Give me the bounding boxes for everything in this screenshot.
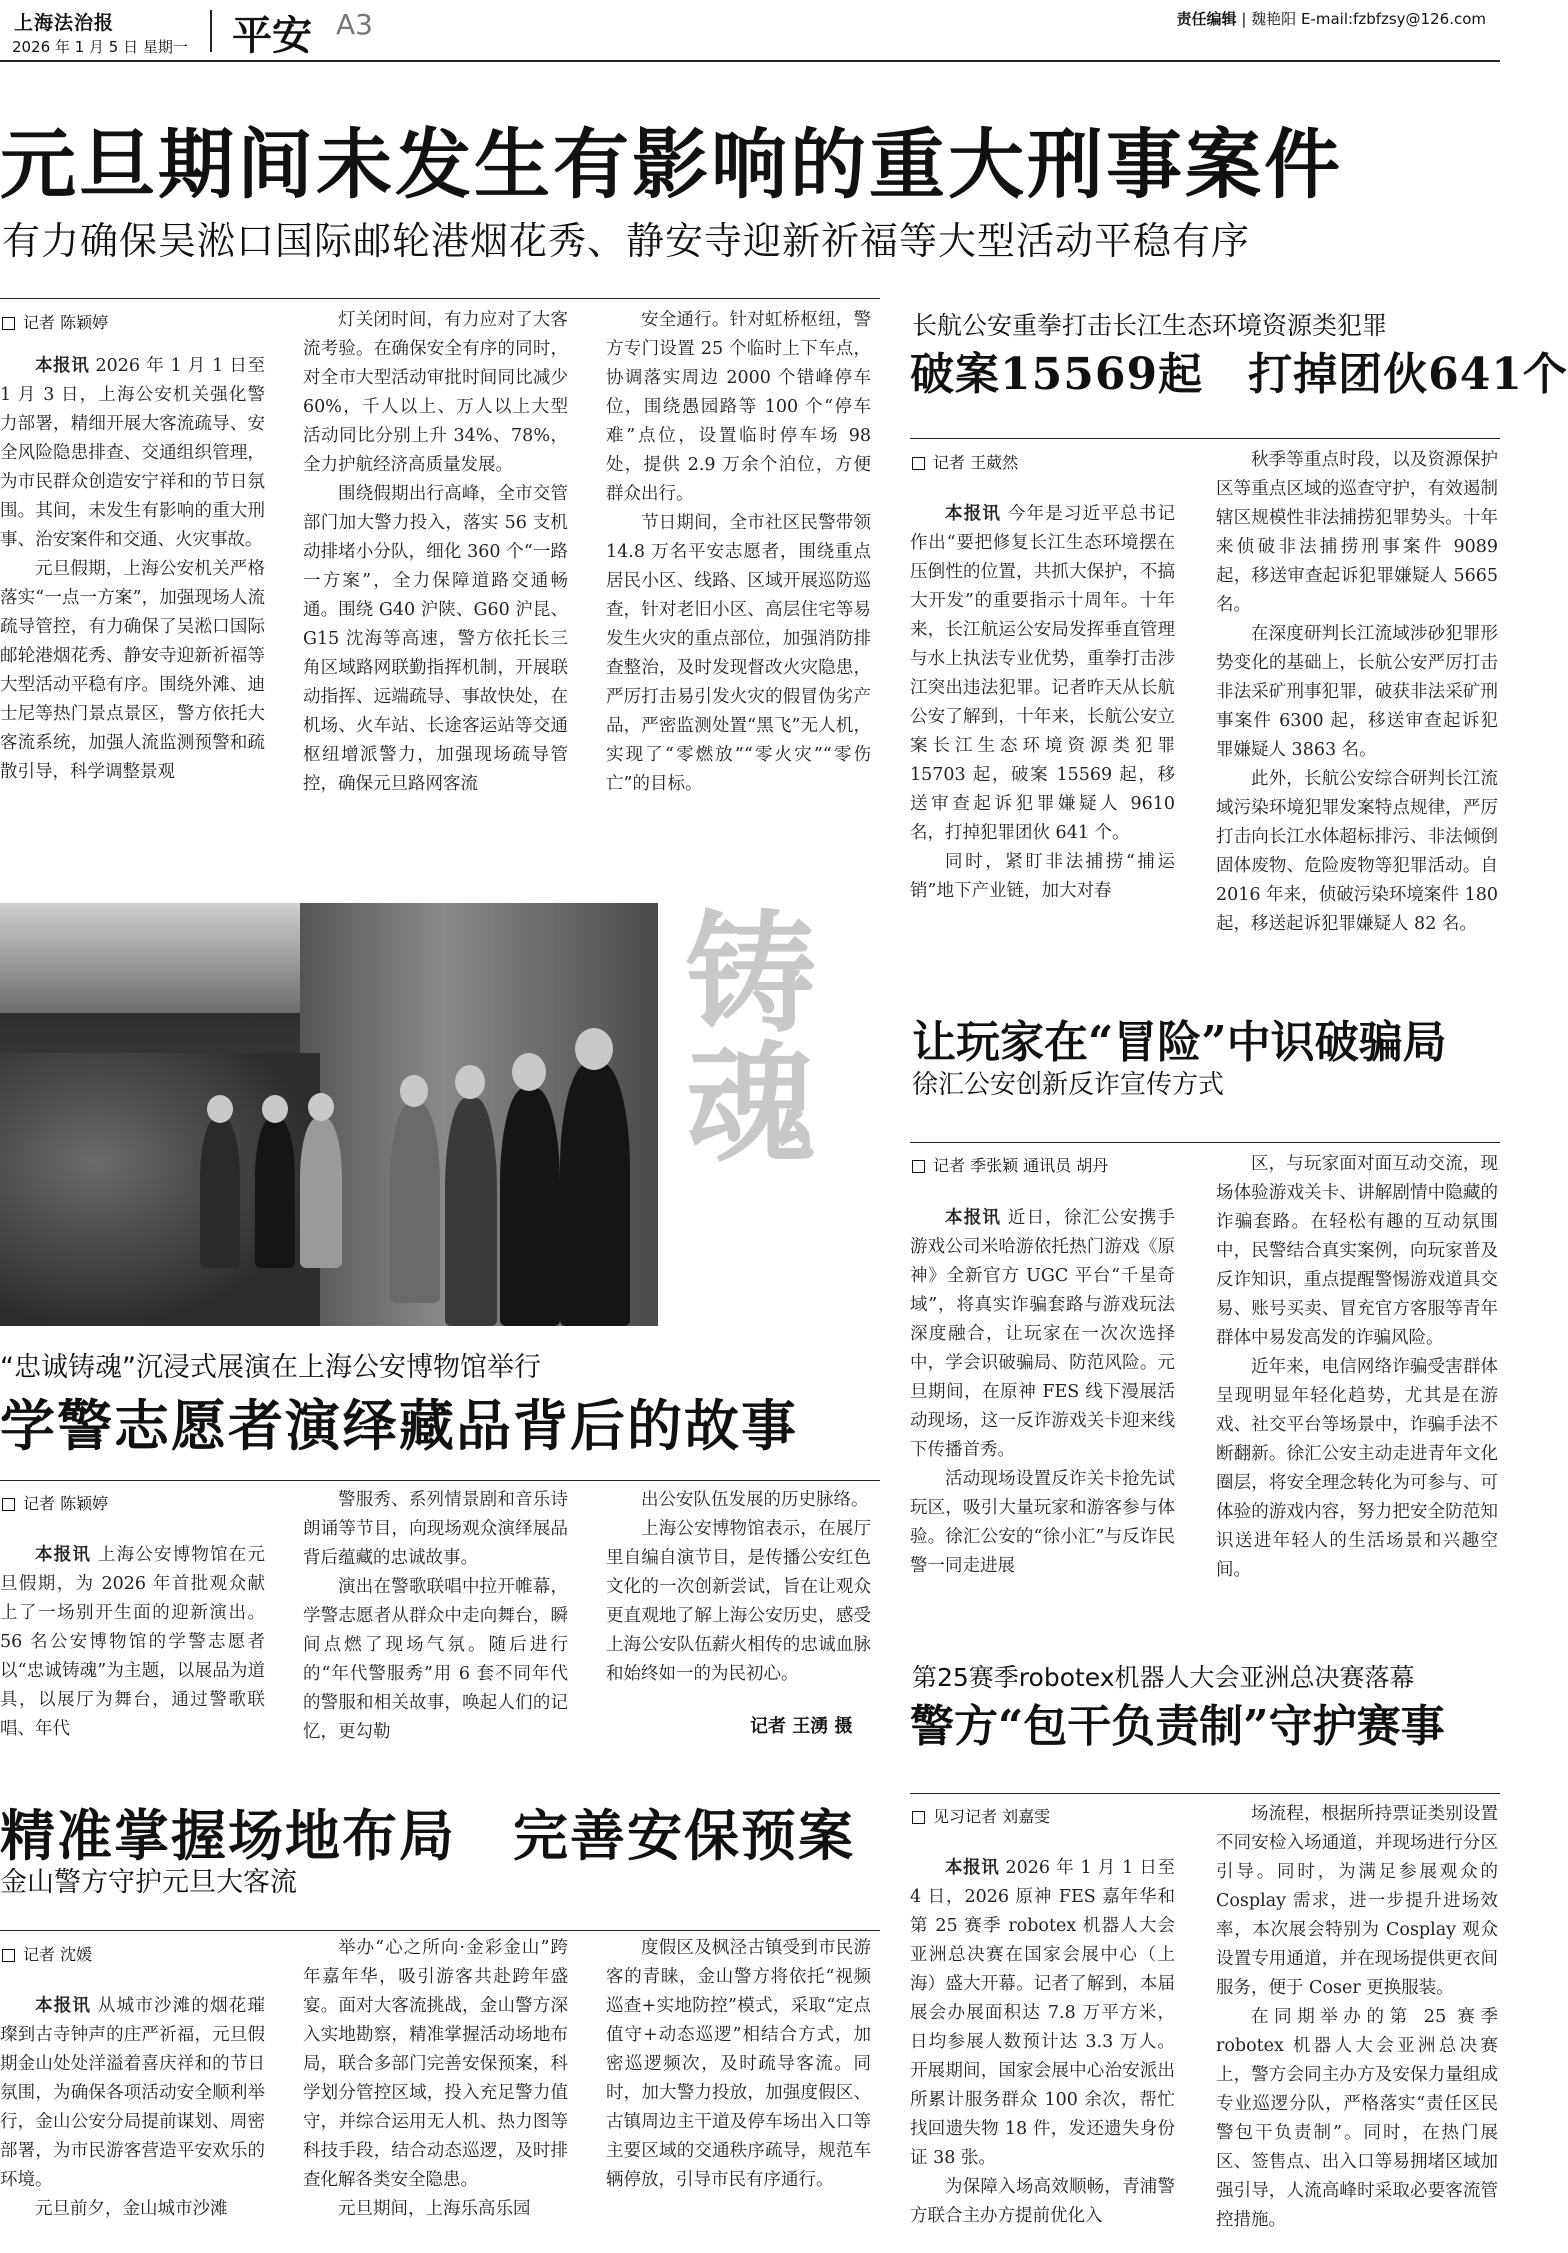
museum-headline: 学警志愿者演绎藏品背后的故事: [0, 1393, 799, 1458]
robotex-column-2: 场流程，根据所持票证类别设置不同安检入场通道，并现场进行分区引导。同时，为满足参展观众的 Cosplay 需求，进一步提升进场效率，本次展会特别为 Cosplay 观众设置专用通道，并在现场提供更衣间服务，便于 Coser 更换服装。 在同期举办的第 25 赛季 robotex 机器人大会亚洲总决赛上，警方会同主办方及安保力量组成专业巡逻分队，严格落实“责任区民警包干负责制”。同时，在热门展区、签售点、出入口等易拥堵区域加强引导，人流高峰时采取必要客流管控措施。: [1216, 1804, 1498, 2230]
yangtze-headline: 破案15569起 打掉团伙641个: [910, 349, 1568, 400]
museum-column-1: 本报讯 上海公安博物馆在元旦假期，为 2026 年首批观众献上了一场别开生面的迎新演出。56 名公安博物馆的学警志愿者以“忠诚铸魂”为主题，以展品为道具，以展厅为舞台，通过警歌联唱、年代: [0, 1545, 265, 1739]
robotex-column-1: 本报讯 2026 年 1 月 1 日至 4 日，2026 原神 FES 嘉年华和第 25 赛季 robotex 机器人大会亚洲总决赛在国家会展中心（上海）盛大开幕。记者了解到，本届展会办展面积达 7.8 万平方米，日均参展人数预计达 3.3 万人。开展期间，国家会展中心治安派出所累计服务群众 100 余次，帮忙找回遗失物 18 件，发还遗失身份证 38 张。 为保障入场高效顺畅，青浦警方联合主办方提前优化入: [910, 1858, 1175, 2226]
lead-column-3: 安全通行。针对虹桥枢纽，警方专门设置 25 个临时上下车点，协调落实周边 2000 个错峰停车位，围绕愚园路等 100 个“停车难”点位，设置临时停车场 98 处，提供 2.9 万余个泊位，方便群众出行。 节日期间，全市社区民警带领 14.8 万名平安志愿者，围绕重点居民小区、线路、区域开展巡防巡查，针对老旧小区、高层住宅等易发生火灾的重点部位，加强消防排查整治，及时发现督改火灾隐患，严厉打击易引发火灾的假冒伪劣产品，严密监测处置“黑飞”无人机，实现了“零燃放”“零火灾”“零伤亡”的目标。: [606, 310, 871, 794]
jinshan-column-1: 本报讯 从城市沙滩的烟花璀璨到古寺钟声的庄严祈福，元旦假期金山处处洋溢着喜庆祥和的节日氛围，为确保各项活动安全顺利举行，金山公安分局提前谋划、周密部署，为市民游客营造平安欢乐的环境。 元旦前夕，金山城市沙滩: [0, 1996, 265, 2219]
lead-column-2: 灯关闭时间，有力应对了大客流考验。在确保安全有序的同时，对全市大型活动审批时间同比减少 60%，千人以上、万人以上大型活动同比分别上升 34%、78%，全力护航经济高质量发展。 围绕假期出行高峰，全市交管部门加大警力投入，落实 56 支机动排堵小分队，细化 360 个“一路一方案”，全力保障道路交通畅通。围绕 G40 沪陕、G60 沪昆、G15 沈海等高速，警方依托长三角区域路网联勤指挥机制，开展联动指挥、远端疏导、事故快处，在机场、火车站、长途客运站等交通枢纽增派警力，加强现场疏导管控，确保元旦路网客流: [303, 310, 568, 794]
yangtze-column-1: 本报讯 今年是习近平总书记作出“要把修复长江生态环境摆在压倒性的位置，共抓大保护，不搞大开发”的重要指示十周年。十年来，长江航运公安局发挥垂直管理与水上执法专业优势，重拳打击涉江突出违法犯罪。记者昨天从长航公安了解到，十年来，长航公安立案长江生态环境资源类犯罪 15703 起，破案 15569 起，移送审查起诉犯罪嫌疑人 9610 名，打掉犯罪团伙 641 个。 同时，紧盯非法捕捞“捕运销”地下产业链，加大对春: [910, 504, 1175, 901]
lead-column-1: 本报讯 2026 年 1 月 1 日至 1 月 3 日，上海公安机关强化警力部署，精细开展大客流疏导、安全风险隐患排查、交通组织管理，为市民群众创造安宁祥和的节日氛围。其间，未发生有影响的重大刑事、治安案件和交通、火灾事故。 元旦假期，上海公安机关严格落实“一点一方案”，加强现场人流疏导管控，有力确保了吴淞口国际邮轮港烟花秀、静安寺迎新祈福等大型活动平稳有序。围绕外滩、迪士尼等热门景点景区，警方依托大客流系统，加强人流监测预警和疏散引导，科学调整景观: [0, 356, 265, 782]
lead-headline: 元旦期间未发生有影响的重大刑事案件: [0, 120, 1343, 209]
page-number: A3: [336, 8, 373, 41]
yangtze-kicker: 长航公安重拳打击长江生态环境资源类犯罪: [912, 311, 1388, 340]
section-name: 平安: [232, 12, 312, 59]
jinshan-byline: 记者 沈媛: [2, 1942, 92, 1965]
game-column-2: 区，与玩家面对面互动交流，现场体验游戏关卡、讲解剧情中隐藏的诈骗套路。在轻松有趣的互动氛围中，民警结合真实案例，向玩家普及反诈知识，重点提醒警惕游戏道具交易、账号买卖、冒充官方客服等青年群体中易发高发的诈骗风险。 近年来，电信网络诈骗受害群体呈现明显年轻化趋势，尤其是在游戏、社交平台等场景中，诈骗手法不断翻新。徐汇公安主动走进青年文化圈层，将安全理念转化为可参与、可体验的游戏内容，努力把安全防范知识送进年轻人的生活场景和兴趣空间。: [1216, 1154, 1498, 1580]
photo-credit: 记者 王湧 摄: [750, 1716, 853, 1737]
museum-performance-photo: [0, 903, 658, 1326]
yangtze-byline: 记者 王葳然: [912, 450, 1018, 473]
yangtze-rule: [910, 438, 1500, 439]
game-byline: 记者 季张颖 通讯员 胡丹: [912, 1153, 1108, 1176]
editor-label: 责任编辑: [1176, 10, 1237, 28]
game-headline: 让玩家在“冒险”中识破骗局: [912, 1017, 1447, 1068]
editor-email: E-mail:fzbfzsy@126.com: [1300, 10, 1486, 28]
editor-credit: 责任编辑 | 魏艳阳 E-mail:fzbfzsy@126.com: [1176, 10, 1486, 28]
museum-rule: [0, 1480, 880, 1481]
issue-date: 2026 年 1 月 5 日 星期一: [12, 38, 188, 56]
museum-byline: 记者 陈颖婷: [2, 1491, 108, 1514]
jinshan-column-3: 度假区及枫泾古镇受到市民游客的青睐，金山警方将依托“视频巡查+实地防控”模式，采取“定点值守+动态巡逻”相结合方式，加密巡逻频次，及时疏导客流。同时，加大警力投放，加强度假区、古镇周边主干道及停车场出入口等主要区域的交通秩序疏导，规范车辆停放，引导市民有序通行。: [606, 1938, 871, 2190]
masthead-divider: [210, 10, 212, 52]
robotex-byline: 见习记者 刘嘉雯: [912, 1804, 1050, 1827]
calligraphy-zhuhun: 铸魂: [664, 905, 817, 1165]
jinshan-rule: [0, 1930, 880, 1931]
museum-column-3: 出公安队伍发展的历史脉络。 上海公安博物馆表示，在展厅里自编自演节目，是传播公安红色文化的一次创新尝试，旨在让观众更直观地了解上海公安历史，感受上海公安队伍薪火相传的忠诚血脉和始终如一的为民初心。: [606, 1490, 871, 1684]
jinshan-subheadline: 金山警方守护元旦大客流: [0, 1867, 297, 1898]
game-column-1: 本报讯 近日，徐汇公安携手游戏公司米哈游依托热门游戏《原神》全新官方 UGC 平台“千星奇域”，将真实诈骗套路与游戏玩法深度融合，让玩家在一次次选择中，学会识破骗局、防范风险。元旦期间，在原神 FES 线下漫展活动现场，这一反诈游戏关卡迎来线下传播首秀。 活动现场设置反诈关卡抢先试玩区，吸引大量玩家和游客参与体验。徐汇公安的“徐小汇”与反诈民警一同走进展: [910, 1208, 1175, 1576]
robotex-kicker: 第25赛季robotex机器人大会亚洲总决赛落幕: [912, 1663, 1415, 1692]
game-subheadline: 徐汇公安创新反诈宣传方式: [912, 1070, 1225, 1100]
robotex-rule: [910, 1793, 1500, 1794]
museum-kicker: “忠诚铸魂”沉浸式展演在上海公安博物馆举行: [0, 1352, 541, 1383]
lead-rule: [0, 298, 880, 299]
editor-name: 魏艳阳: [1251, 10, 1297, 28]
lead-byline: 记者 陈颖婷: [2, 310, 108, 333]
jinshan-headline: 精准掌握场地布局 完善安保预案: [0, 1803, 856, 1868]
yangtze-column-2: 秋季等重点时段，以及资源保护区等重点区域的巡查守护，有效遏制辖区规模性非法捕捞犯罪势头。十年来侦破非法捕捞刑事案件 9089 起，移送审查起诉犯罪嫌疑人 5665 名。 在深度研判长江流域涉砂犯罪形势变化的基础上，长航公安严厉打击非法采矿刑事犯罪，破获非法采矿刑事案件 6300 起，移送审查起诉犯罪嫌疑人 3863 名。 此外，长航公安综合研判长江流域污染环境犯罪发案特点规律，严厉打击向长江水体超标排污、非法倾倒固体废物、危险废物等犯罪活动。自 2016 年来，侦破污染环境案件 180 起，移送起诉犯罪嫌疑人 82 名。: [1216, 450, 1498, 934]
lead-subheadline: 有力确保吴淞口国际邮轮港烟花秀、静安寺迎新祈福等大型活动平稳有序: [2, 219, 1251, 263]
robotex-headline: 警方“包干负责制”守护赛事: [910, 1701, 1445, 1752]
museum-column-2: 警服秀、系列情景剧和音乐诗朗诵等节目，向现场观众演绎展品背后蕴藏的忠诚故事。 演出在警歌联唱中拉开帷幕，学警志愿者从群众中走向舞台，瞬间点燃了现场气氛。随后进行的“年代警服秀”用 6 套不同年代的警服和相关故事，唤起人们的记忆，更勾勒: [303, 1490, 568, 1742]
paper-name: 上海法治报: [14, 12, 115, 34]
game-rule: [910, 1142, 1500, 1143]
jinshan-column-2: 举办“心之所向·金彩金山”跨年嘉年华，吸引游客共赴跨年盛宴。面对大客流挑战，金山警方深入实地勘察，精准掌握活动场地布局，联合多部门完善安保预案，科学划分管控区域，投入充足警力值守，并综合运用无人机、热力图等科技手段，结合动态巡逻，及时排查化解各类安全隐患。 元旦期间，上海乐高乐园: [303, 1938, 568, 2219]
